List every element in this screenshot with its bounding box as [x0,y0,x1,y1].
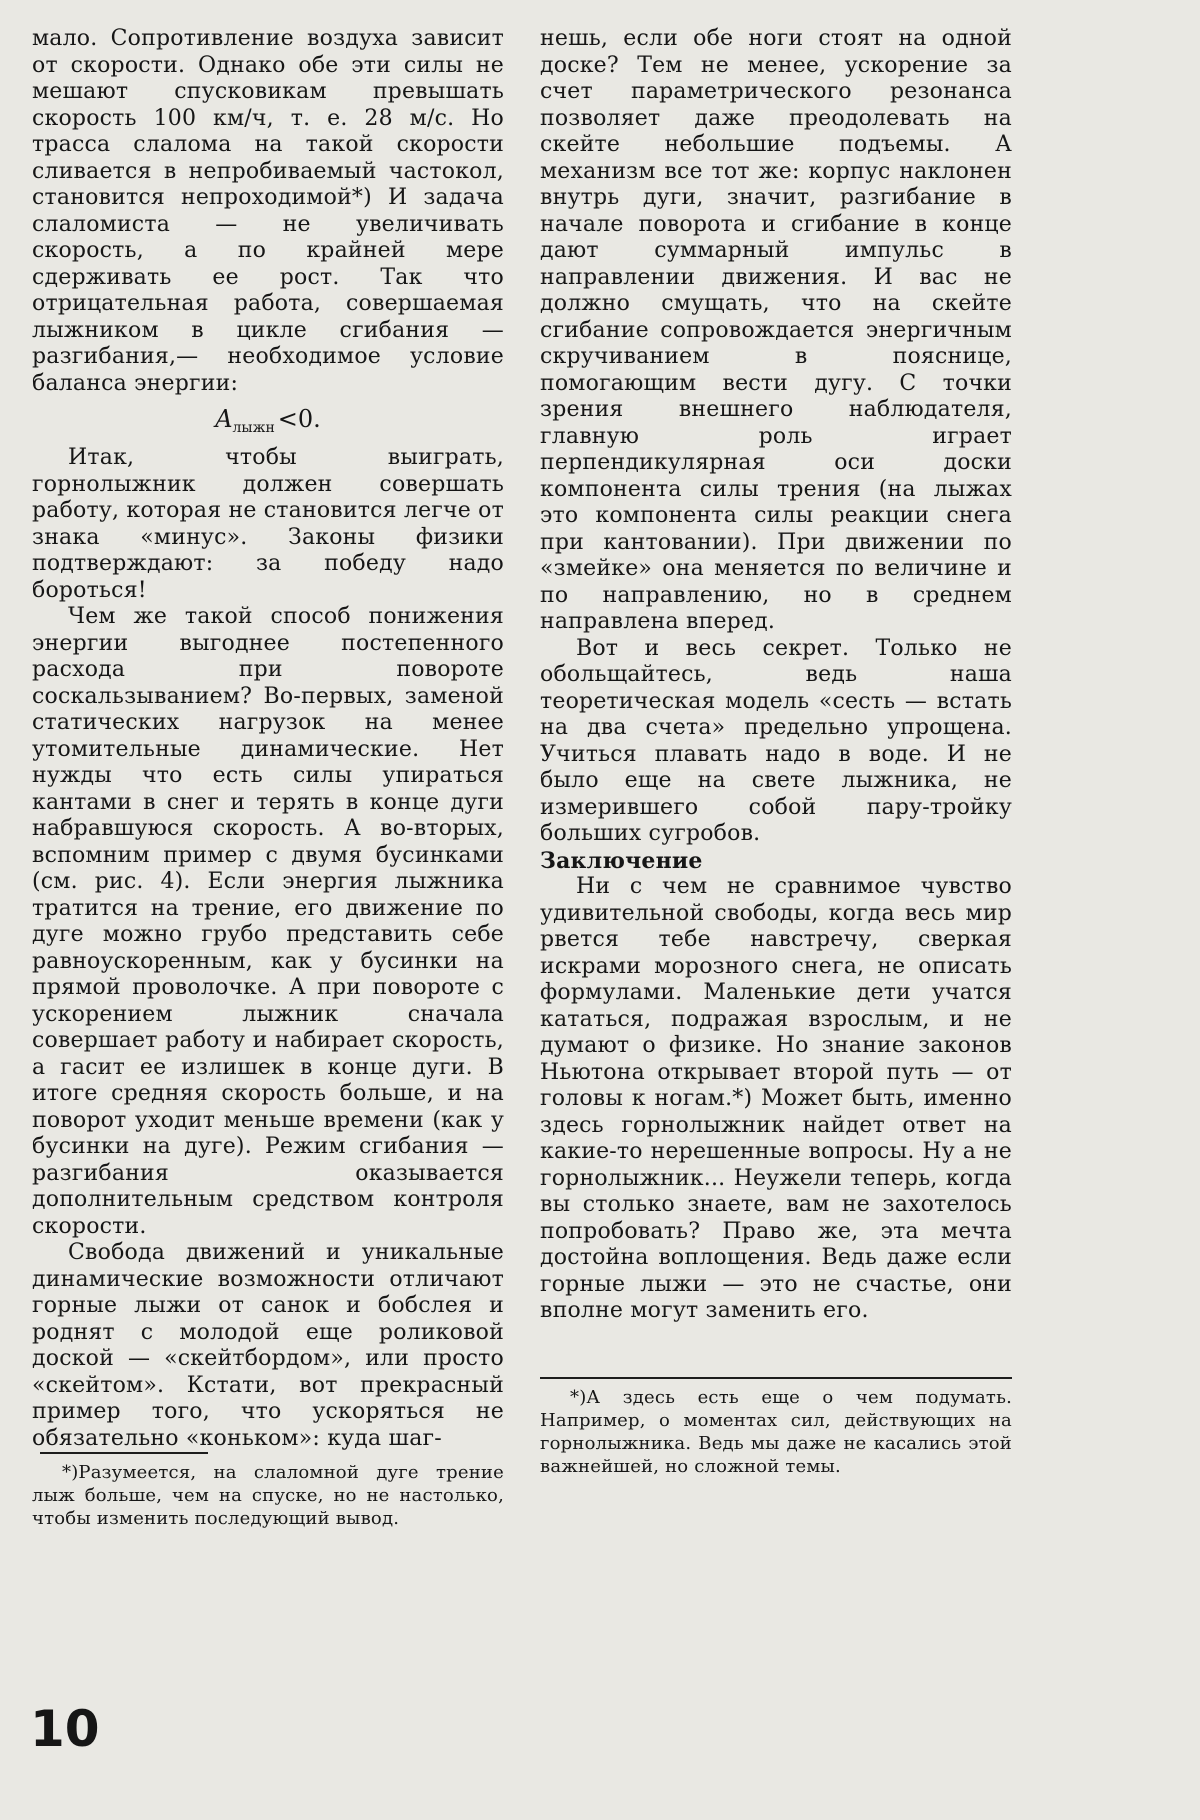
paragraph: Итак, чтобы выиграть, горнолыжник должен совершать работу, которая не становится легче от знака «минус». Законы физики подтверждают: за победу надо бороться! [32,445,504,603]
paragraph: Ни с чем не сравнимое чувство удивительной свободы, когда весь мир рвется тебе навстречу, сверкая искрами морозного снега, не описать формулами. Маленькие дети учатся кататься, подражая взрослым, и не думают о физике. Но знание законов Ньютона открывает второй путь — от головы к ногам.*) Может быть, именно здесь горнолыжник найдет ответ на какие-то нерешенные вопросы. Ну а не горнолыжник... Неужели теперь, когда вы столько знаете, вам не захотелось попробовать? Право же, эта мечта достойна воплощения. Ведь даже если горные лыжи — это не счастье, они вполне могут заменить его. [540,874,1012,1323]
page-number: 10 [30,1700,100,1758]
formula-variable: A [215,405,233,433]
formula-relation: <0. [277,405,321,433]
paragraph: мало. Сопротивление воздуха зависит от скорости. Однако обе эти силы не мешают спусковикам превышать скорость 100 км/ч, т. е. 28 м/с. Но трасса слалома на такой скорости сливается в непробиваемый частокол, становится непроходимой*) И задача слаломиста — не увеличивать скорость, а по крайней мере сдерживать ее рост. Так что отрицательная работа, совершаемая лыжником в цикле сгибания — разгибания,— необходимое условие баланса энергии: [32,26,504,396]
footnote-rule [40,1452,208,1454]
right-column [540,26,1012,1482]
footnote-rule [540,1377,1012,1379]
formula [32,405,504,436]
footnote-text: *)А здесь есть еще о чем подумать. Например, о моментах сил, действующих на горнолыжника. Ведь мы даже не касались этой важнейшей, но сложной темы. [540,1387,1012,1477]
footnote-right [540,1377,1012,1482]
paragraph: Вот и весь секрет. Только не обольщайтесь, ведь наша теоретическая модель «сесть — встать на два счета» предельно упрощена. Учиться плавать надо в воде. И не было еще на свете лыжника, не измерившего собой пару-тройку больших сугробов. [540,635,1012,846]
left-column [32,26,504,1529]
formula-subscript: лыжн [232,420,275,436]
paragraph: Свобода движений и уникальные динамические возможности отличают горные лыжи от санок и бобслея и роднят с молодой еще роликовой доской — «скейтбордом», или просто «скейтом». Кстати, вот прекрасный пример того, что ускоряться не обязательно «коньком»: куда шаг- [32,1240,504,1451]
footnote-text: *)Разумеется, на слаломной дуге трение лыж больше, чем на спуске, но не настолько, чтобы изменить последующий вывод. [32,1462,504,1529]
footnote-left [32,1452,504,1534]
paragraph: Чем же такой способ понижения энергии выгоднее постепенного расхода при повороте соскальзыванием? Во-первых, заменой статических нагрузок на менее утомительные динамические. Нет нужды что есть силы упираться кантами в снег и терять в конце дуги набравшуюся скорость. А во-вторых, вспомним пример с двумя бусинками (см. рис. 4). Если энергия лыжника тратится на трение, его движение по дуге можно грубо представить себе равноускоренным, как у бусинки на прямой проволочке. А при повороте с ускорением лыжник сначала совершает работу и набирает скорость, а гасит ее излишек в конце дуги. В итоге средняя скорость больше, и на поворот уходит меньше времени (как у бусинки на дуге). Режим сгибания — разгибания оказывается дополнительным средством контроля скорости. [32,604,504,1239]
section-heading-conclusion: Заключение [540,847,703,874]
paragraph: нешь, если обе ноги стоят на одной доске? Тем не менее, ускорение за счет параметрического резонанса позволяет даже преодолевать на скейте небольшие подъемы. А механизм все тот же: корпус наклонен внутрь дуги, значит, разгибание в начале поворота и сгибание в конце дают суммарный импульс в направлении движения. И вас не должно смущать, что на скейте сгибание сопровождается энергичным скручиванием в пояснице, помогающим вести дугу. С точки зрения внешнего наблюдателя, главную роль играет перпендикулярная оси доски компонента силы трения (на лыжах это компонента силы реакции снега при кантовании). При движении по «змейке» она меняется по величине и по направлению, но в среднем направлена вперед. [540,26,1012,634]
